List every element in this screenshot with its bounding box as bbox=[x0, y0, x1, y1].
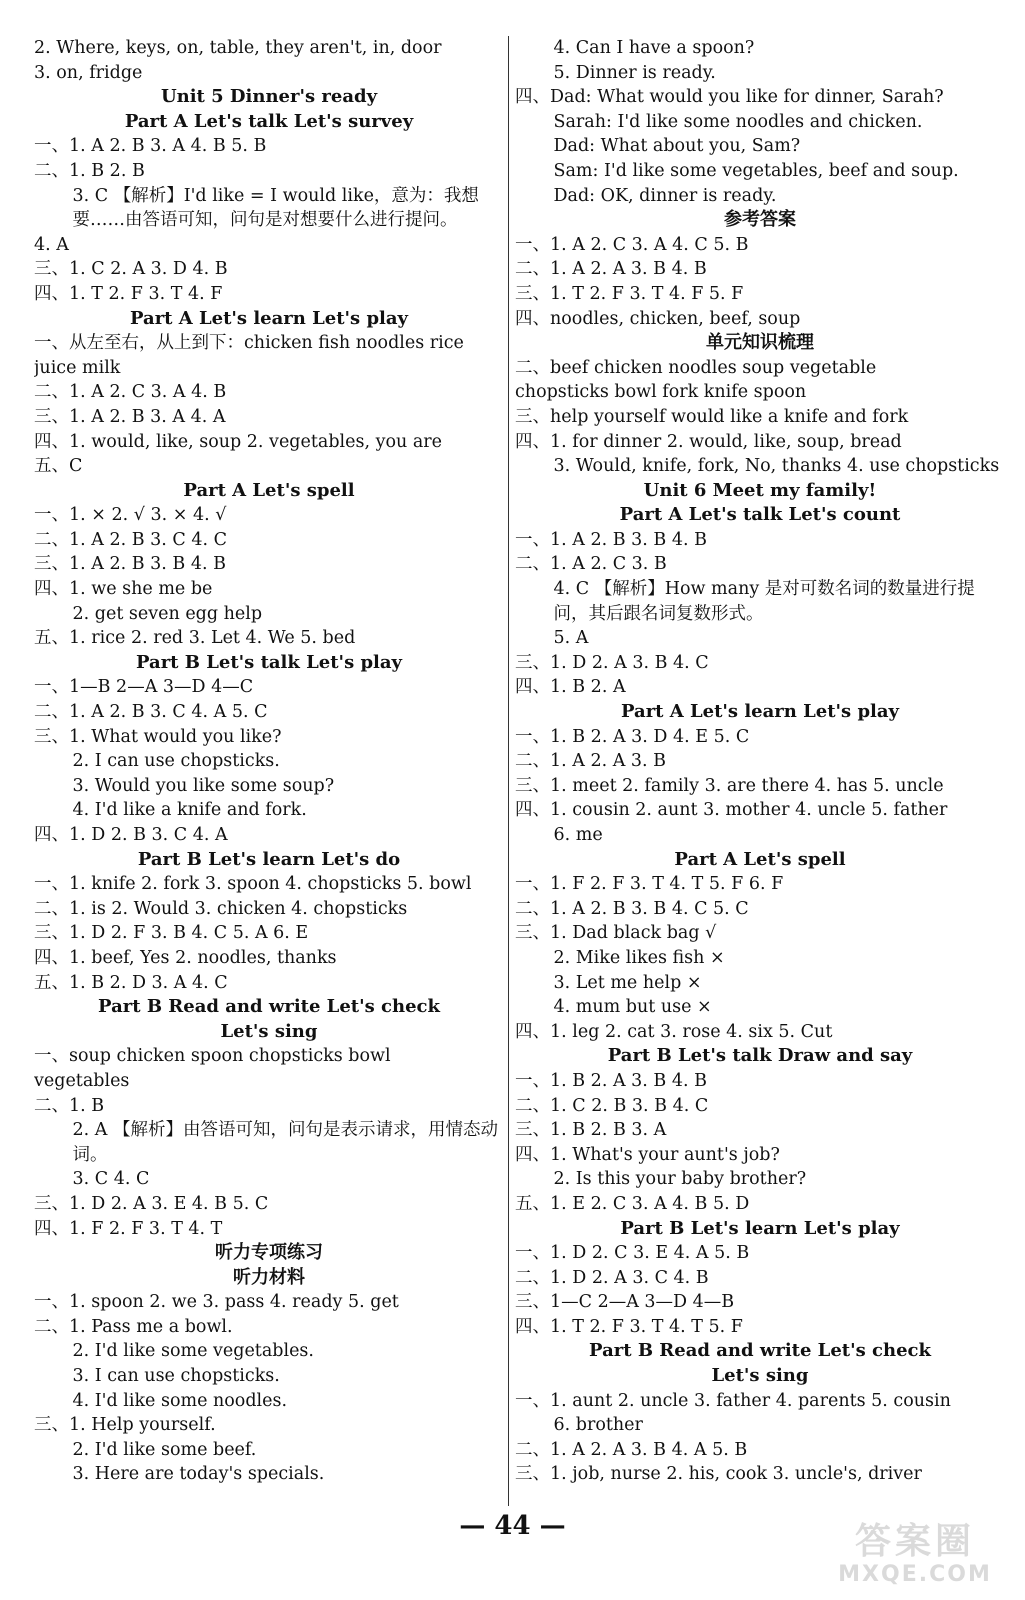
answer-line: 四、1. B 2. A bbox=[515, 677, 626, 698]
answer-line: 6. brother bbox=[553, 1415, 643, 1436]
answer-line: 三、1. A 2. B 3. B 4. B bbox=[34, 554, 226, 575]
answer-line: 5. A bbox=[553, 628, 589, 649]
answer-line: 五、1. B 2. D 3. A 4. C bbox=[34, 972, 228, 993]
answer-line: 2. I'd like some vegetables. bbox=[72, 1341, 314, 1362]
section-heading: Part A Let's spell bbox=[674, 848, 846, 870]
answer-line: 2. Mike likes fish × bbox=[553, 947, 725, 968]
answer-line: 二、1. A 2. A 3. B 4. B bbox=[515, 259, 707, 280]
section-heading: Unit 6 Meet my family! bbox=[643, 479, 877, 501]
section-heading: Part B Read and write Let's check bbox=[98, 996, 440, 1018]
answer-line: 二、1. D 2. A 3. C 4. B bbox=[515, 1267, 709, 1288]
answer-line: 二、1. A 2. B 3. B 4. C 5. C bbox=[515, 898, 749, 919]
answer-line: 三、1. D 2. F 3. B 4. C 5. A 6. E bbox=[34, 923, 309, 944]
section-heading: Part A Let's learn Let's play bbox=[129, 307, 408, 329]
answer-line: 二、1. A 2. B 3. C 4. C bbox=[34, 529, 228, 550]
section-heading: 单元知识梳理 bbox=[706, 332, 814, 354]
answer-line: 四、1. D 2. B 3. C 4. A bbox=[34, 825, 228, 845]
answer-line: 四、1. beef, Yes 2. noodles, thanks bbox=[34, 947, 337, 968]
section-heading: 参考答案 bbox=[724, 209, 796, 231]
answer-line: 二、1. A 2. B 3. C 4. A 5. C bbox=[34, 702, 268, 723]
section-heading: Part B Let's talk Let's play bbox=[135, 651, 403, 673]
section-heading: Part A Let's spell bbox=[183, 479, 355, 501]
answer-line: 3. Would, knife, fork, No, thanks 4. use chopsticks bbox=[553, 456, 1000, 477]
answer-line: 四、1. for dinner 2. would, like, soup, bread bbox=[515, 431, 902, 452]
section-heading: Part A Let's learn Let's play bbox=[620, 701, 899, 723]
answer-line: 三、1. Help yourself. bbox=[34, 1415, 216, 1436]
answer-line: 一、1. × 2. √ 3. × 4. √ bbox=[34, 505, 227, 526]
answer-line: 三、1. What would you like? bbox=[34, 726, 282, 747]
answer-line: 三、1. job, nurse 2. his, cook 3. uncle's, driver bbox=[515, 1464, 922, 1485]
answer-line: 3. Let me help × bbox=[553, 972, 702, 993]
section-heading: Part A Let's talk Let's count bbox=[619, 504, 901, 526]
answer-line: 二、1. Pass me a bowl. bbox=[34, 1316, 233, 1337]
answer-line: 2. Where, keys, on, table, they aren't, in, door bbox=[34, 38, 442, 58]
answer-line: 二、1. A 2. C 3. A 4. B bbox=[34, 382, 227, 403]
watermark-logo bbox=[815, 1522, 1015, 1592]
answer-line: 五、1. rice 2. red 3. Let 4. We 5. bed bbox=[34, 628, 356, 649]
answer-line: 二、1. B bbox=[34, 1095, 105, 1116]
answer-line: 三、1. D 2. A 3. B 4. C bbox=[515, 652, 709, 673]
answer-line: 一、1. spoon 2. we 3. pass 4. ready 5. get bbox=[34, 1292, 399, 1313]
section-heading: Let's sing bbox=[711, 1365, 809, 1387]
answer-line: 二、1. is 2. Would 3. chicken 4. chopsticks bbox=[34, 898, 408, 919]
answer-line: 4. I'd like a knife and fork. bbox=[72, 800, 307, 821]
left-column bbox=[34, 36, 504, 1487]
answer-line: 2. get seven egg help bbox=[72, 603, 263, 624]
section-heading: Part B Let's learn Let's do bbox=[137, 848, 401, 870]
answer-line: 4. C 【解析】How many 是对可数名词的数量进行提问，其后跟名词复数形式。 bbox=[553, 579, 975, 624]
answer-line: 一、1. B 2. A 3. D 4. E 5. C bbox=[515, 726, 750, 747]
watermark-text: 答案圈 bbox=[854, 1521, 975, 1562]
answer-line: 二、1. A 2. A 3. B bbox=[515, 751, 667, 772]
answer-line: 3. on, fridge bbox=[34, 62, 143, 83]
answer-line: 四、Dad: What would you like for dinner, Sarah? bbox=[515, 87, 944, 108]
answer-line: 四、1. cousin 2. aunt 3. mother 4. uncle 5. father bbox=[515, 800, 948, 821]
answer-line: 一、1. knife 2. fork 3. spoon 4. chopsticks 5. bowl bbox=[34, 874, 472, 895]
answer-line: 3. I can use chopsticks. bbox=[72, 1366, 280, 1387]
section-heading: Part B Read and write Let's check bbox=[589, 1340, 931, 1362]
section-heading: Part B Let's talk Draw and say bbox=[607, 1045, 913, 1067]
answer-line: 三、1. meet 2. family 3. are there 4. has 5. uncle bbox=[515, 775, 944, 796]
answer-line: 三、1. D 2. A 3. E 4. B 5. C bbox=[34, 1193, 269, 1214]
answer-line: 5. Dinner is ready. bbox=[553, 62, 716, 83]
answer-line: 一、1. aunt 2. uncle 3. father 4. parents 5. cousin bbox=[515, 1390, 951, 1411]
answer-line: Sarah: I'd like some noodles and chicken. bbox=[553, 111, 923, 132]
answer-line: 四、1. F 2. F 3. T 4. T bbox=[34, 1218, 223, 1239]
answer-line: 二、beef chicken noodles soup vegetable bbox=[515, 357, 877, 378]
answer-line: 4. I'd like some noodles. bbox=[72, 1390, 288, 1411]
answer-line: 一、1—B 2—A 3—D 4—C bbox=[34, 677, 254, 698]
answer-line: 2. Is this your baby brother? bbox=[553, 1169, 807, 1190]
answer-line: juice milk bbox=[34, 357, 121, 378]
answer-line: 二、1. A 2. C 3. B bbox=[515, 554, 667, 575]
answer-line: 一、1. A 2. C 3. A 4. C 5. B bbox=[515, 234, 749, 255]
answer-line: 三、1. Dad black bag √ bbox=[515, 923, 717, 944]
answer-line: 四、1. T 2. F 3. T 4. F bbox=[34, 283, 223, 304]
answer-line: 三、1. B 2. B 3. A bbox=[515, 1120, 667, 1141]
answer-line: 四、1. leg 2. cat 3. rose 4. six 5. Cut bbox=[515, 1021, 833, 1042]
answer-line: 3. Here are today's specials. bbox=[72, 1464, 325, 1485]
right-column bbox=[515, 36, 1005, 1487]
answer-line: Dad: OK, dinner is ready. bbox=[553, 185, 777, 206]
answer-line: 3. C 4. C bbox=[72, 1169, 150, 1190]
answer-line: 五、C bbox=[34, 456, 83, 477]
answer-line: 3. Would you like some soup? bbox=[72, 775, 335, 796]
section-heading: Let's sing bbox=[220, 1020, 318, 1042]
answer-line: 三、1—C 2—A 3—D 4—B bbox=[515, 1292, 735, 1313]
answer-line: 三、1. C 2. A 3. D 4. B bbox=[34, 259, 228, 280]
answer-line: 四、1. T 2. F 3. T 4. T 5. F bbox=[515, 1316, 743, 1337]
answer-line: 一、1. A 2. B 3. A 4. B 5. B bbox=[34, 136, 267, 157]
answer-line: 四、1. would, like, soup 2. vegetables, you are bbox=[34, 431, 443, 452]
answer-line: 一、从左至右，从上到下：chicken fish noodles rice bbox=[34, 333, 464, 354]
answer-line: 四、1. What's your aunt's job? bbox=[515, 1144, 780, 1165]
section-heading: 听力材料 bbox=[233, 1266, 305, 1288]
answer-line: 二、1. C 2. B 3. B 4. C bbox=[515, 1095, 709, 1116]
answer-line: 4. Can I have a spoon? bbox=[553, 38, 755, 58]
page-number: — 44 — bbox=[459, 1511, 566, 1541]
answer-line: 三、1. A 2. B 3. A 4. A bbox=[34, 406, 226, 427]
answer-line: 一、soup chicken spoon chopsticks bowl bbox=[34, 1046, 391, 1067]
answer-line: 一、1. F 2. F 3. T 4. T 5. F 6. F bbox=[515, 874, 784, 895]
answer-line: 6. me bbox=[553, 825, 603, 845]
answer-line: 三、1. T 2. F 3. T 4. F 5. F bbox=[515, 283, 744, 304]
answer-line: 2. I'd like some beef. bbox=[72, 1439, 257, 1460]
answer-line: 3. C 【解析】I'd like = I would like，意为：我想要……由答语可知，问句是对想要什么进行提问。 bbox=[72, 185, 479, 231]
answer-line: 一、1. B 2. A 3. B 4. B bbox=[515, 1070, 707, 1091]
answer-line: 一、1. D 2. C 3. E 4. A 5. B bbox=[515, 1243, 750, 1264]
section-heading: Unit 5 Dinner's ready bbox=[160, 86, 378, 108]
answer-line: Dad: What about you, Sam? bbox=[553, 136, 801, 157]
section-heading: 听力专项练习 bbox=[215, 1242, 323, 1264]
section-heading: Part A Let's talk Let's survey bbox=[124, 110, 414, 132]
answer-line: 2. I can use chopsticks. bbox=[72, 751, 280, 772]
answer-line: 一、1. A 2. B 3. B 4. B bbox=[515, 529, 707, 550]
answer-line: Sam: I'd like some vegetables, beef and soup. bbox=[553, 160, 959, 181]
answer-line: 2. A 【解析】由答语可知，问句是表示请求，用情态动词。 bbox=[72, 1120, 498, 1165]
answer-line: 三、help yourself would like a knife and fork bbox=[515, 406, 909, 427]
answer-line: 四、1. we she me be bbox=[34, 579, 213, 600]
answer-line: 五、1. E 2. C 3. A 4. B 5. D bbox=[515, 1193, 750, 1214]
answer-line: 4. A bbox=[34, 234, 69, 255]
answer-line: 二、1. B 2. B bbox=[34, 160, 145, 181]
answer-line: 4. mum but use × bbox=[553, 997, 712, 1018]
answer-line: vegetables bbox=[34, 1070, 130, 1091]
answer-line: 四、noodles, chicken, beef, soup bbox=[515, 308, 801, 329]
answer-line: 二、1. A 2. A 3. B 4. A 5. B bbox=[515, 1439, 748, 1460]
section-heading: Part B Let's learn Let's play bbox=[620, 1217, 900, 1239]
answer-line: chopsticks bowl fork knife spoon bbox=[515, 382, 807, 403]
column-divider bbox=[508, 36, 509, 1506]
watermark-url: MXQE.COM bbox=[838, 1562, 992, 1587]
